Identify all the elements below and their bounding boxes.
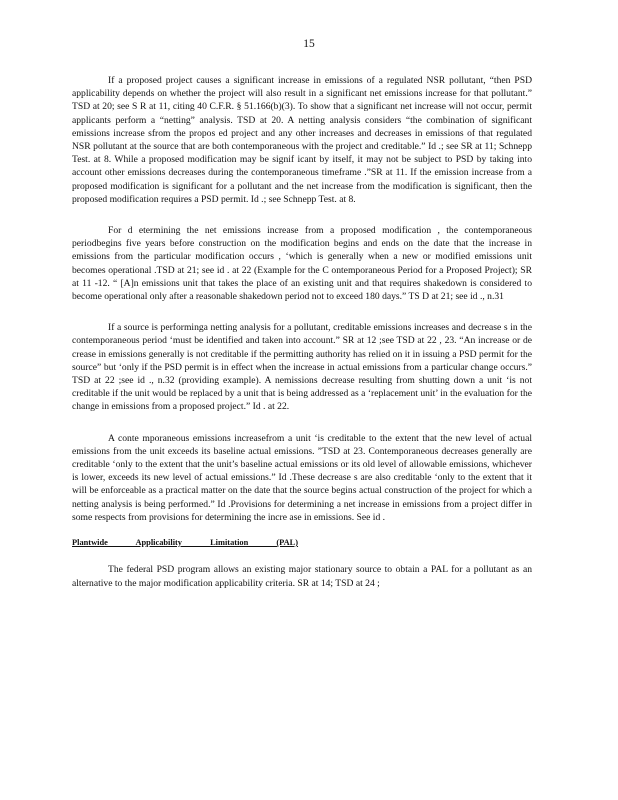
paragraph-contemporaneous-increase: A conte mporaneous emissions increasefrom a unit ‘is creditable to the extent that the new level of actual emissions from the unit exceeds its baseline actual emissions. ”TSD at 23. Contemporaneous decreases generally are creditable ‘only to the extent that the unit’s baseline actual emissions or its old level of allowable emissions, whichever is lower, exceeds its new level of actual emissions.” Id .These decrease s are also creditable ‘only to the extent that it will be enforceable as a practical matter on the date that the source begins actual construction of the project for which a netting analysis is being performed.” Id .Provisions for determining a net increase in emissions from a project differ in some respects from provisions for determining the incre ase in emissions. See id . [72, 432, 532, 523]
paragraph-creditable-emissions: If a source is performinga netting analysis for a pollutant, creditable emissions increases and decrease s in the contemporaneous period ‘must be identified and taken into account.” SR at 12 ;see TSD at 22 , 23. “An increase or de crease in emissions generally is not creditable if the permitting authority has relied on it in issuing a PSD permit for the source” but ‘only if the PSD permit is in effect when the increase in actual emissions from a particular change occurs.” TSD at 22 ;see id ., n.32 (providing example). A nemissions decrease resulting from shutting down a unit ‘is not creditable if the unit would be replaced by a unit that is being addressed as a ‘replacement unit’ in the evaluation for the change in emissions from a proposed project.” Id . at 22. [72, 322, 532, 413]
document-body [72, 74, 532, 608]
section-heading: Plantwide Applicability Limitation (PAL) [72, 538, 299, 548]
paragraph-contemporaneous-period: For d etermining the net emissions increase from a proposed modification , the contemporaneous periodbegins five years before construction on the modification begins and ends on the date that the increase in emissions from the particular modification occurs , ‘which is generally when a new or modified emissions unit becomes operational .TSD at 21; see id . at 22 (Example for the C ontemporaneous Period for a Proposed Project); SR at 11 -12. “ [A]n emissions unit that takes the place of an existing unit and that requires shakedown is considered to become operational only after a reasonable shakedown period not to exceed 180 days.” TS D at 21; see id ., n.31 [72, 225, 532, 303]
paragraph-pal-program: The federal PSD program allows an existing major stationary source to obtain a PAL for a pollutant as an alternative to the major modification applicability criteria. SR at 14; TSD at 24 ; [72, 564, 532, 589]
paragraph-significant-net-increase: If a proposed project causes a significant increase in emissions of a regulated NSR pollutant, “then PSD applicability depends on whether the project will also result in a significant net emissions increase for that pollutant.” TSD at 20; see S R at 11, citing 40 C.F.R. § 51.166(b)(3). To show that a significant net increase will not occur, permit applicants perform a “netting” analysis. TSD at 20. A netting analysis considers “the combination of significant emissions increase sfrom the propos ed project and any other increases and decreases in emissions of that regulated NSR pollutant at the source that are both contemporaneous with the project and creditable.” Id .; see SR at 11; Schnepp Test. at 8. While a proposed modification may be signif icant by itself, it may not be subject to PSD by taking into account other emissions decreases during the contemporaneous timeframe .”SR at 11. If the emission increase from a proposed modification is significant for a pollutant and the net increase from the modification is significant, then the proposed modification requires a PSD permit. Id .; see Schnepp Test. at 8. [72, 75, 532, 205]
page-number: 15 [303, 38, 315, 50]
